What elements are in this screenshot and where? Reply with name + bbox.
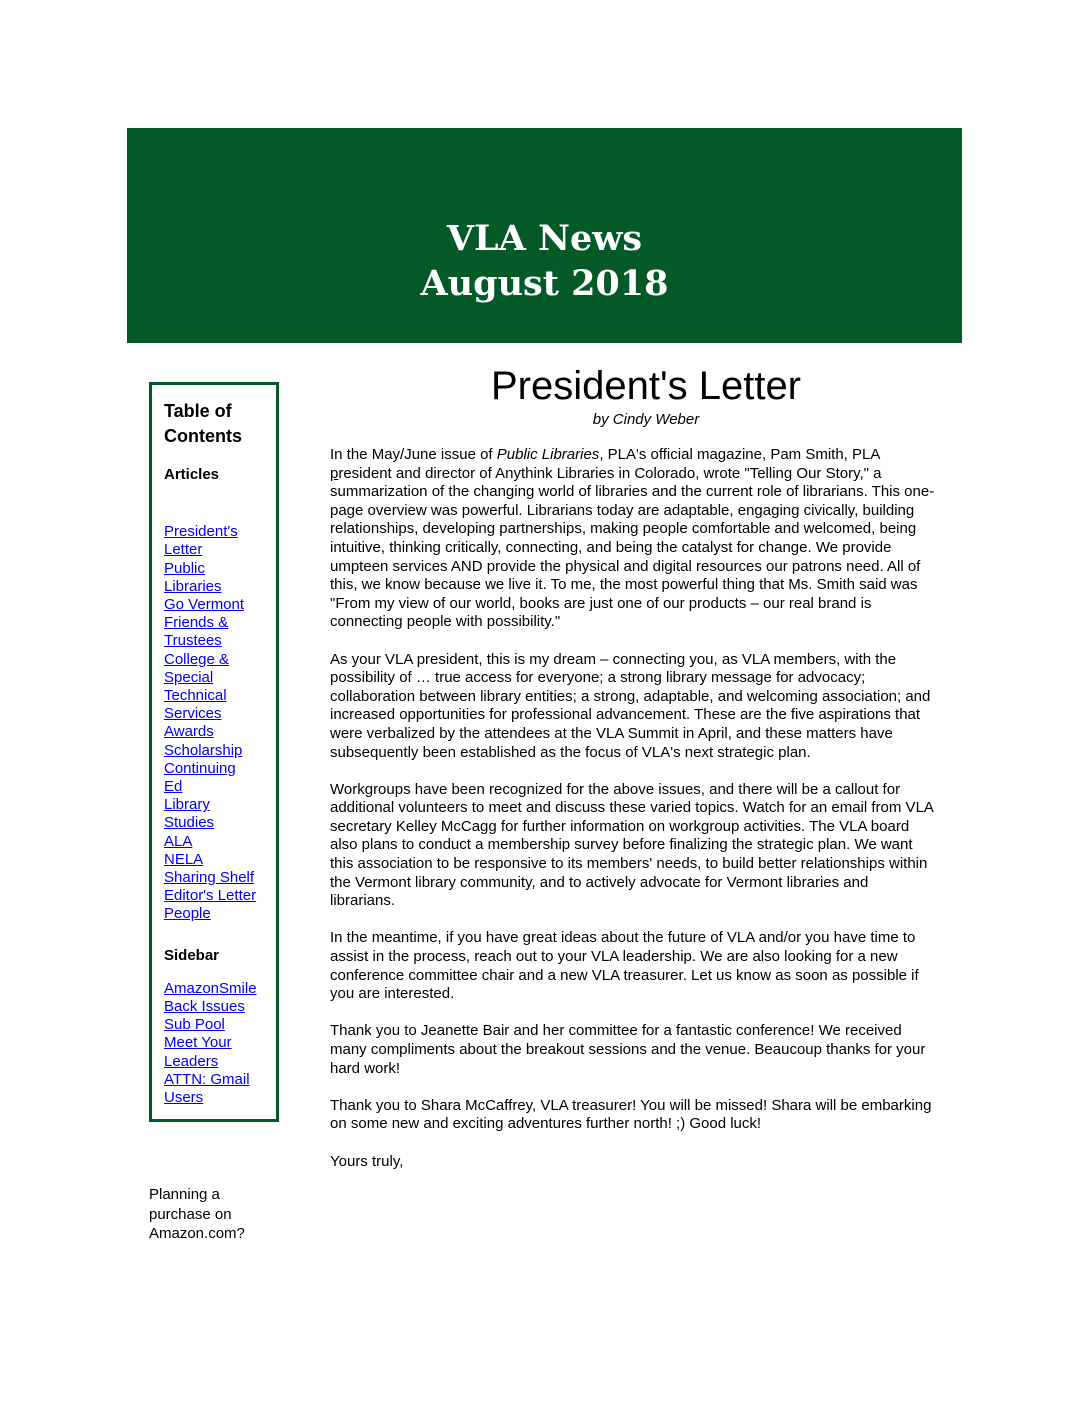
toc-article-links <box>164 523 258 923</box>
article-paragraph: Thank you to Jeanette Bair and her committee for a fantastic conference! We received many compliments about the breakout sessions and the venue. Beaucoup thanks for your hard work! <box>330 1022 926 1077</box>
amazon-note: Planning a purchase on Amazon.com? <box>149 1186 245 1243</box>
toc-heading-sidebar: Sidebar <box>164 946 220 964</box>
article-title: President's Letter <box>490 364 802 408</box>
table-of-contents-box <box>149 382 279 1122</box>
article-paragraph: In the meantime, if you have great ideas about the future of VLA and/or you have time to assist in the process, reach out to your VLA leadership. We are also looking for a new conference committee chair and a new VLA treasurer. Let us know as soon as possible if you are interested. <box>330 929 919 1003</box>
paragraph-text: , PLA's official magazine, Pam Smith, PLA <box>599 446 880 463</box>
paragraph-text: In the May/June issue of <box>330 446 497 463</box>
toc-link[interactable]: Library Studies <box>164 796 215 832</box>
toc-link[interactable]: People <box>164 905 211 923</box>
article-paragraph <box>330 446 936 632</box>
toc-link[interactable]: Editor's Letter <box>164 887 257 905</box>
toc-link[interactable]: Awards <box>164 723 214 741</box>
magazine-title: Public Libraries <box>496 446 600 463</box>
toc-link[interactable]: College & Special <box>164 650 230 686</box>
toc-link[interactable]: Continuing Ed <box>164 759 236 796</box>
toc-link[interactable]: Sharing Shelf <box>164 869 255 887</box>
newsletter-banner <box>127 128 962 343</box>
toc-link[interactable]: NELA <box>164 850 204 868</box>
article-paragraph: Thank you to Shara McCaffrey, VLA treasurer! You will be missed! Shara will be embarking on some new and exciting adventures further north! ;) Good luck! <box>330 1096 932 1133</box>
article-paragraph: Yours truly, <box>330 1152 404 1170</box>
toc-link[interactable]: Meet Your Leaders <box>164 1034 232 1070</box>
article-byline: by Cindy Weber <box>592 411 700 428</box>
toc-link[interactable]: ALA <box>164 832 193 850</box>
underlined-letter: p <box>330 464 339 482</box>
article-paragraphs <box>330 651 936 1172</box>
toc-title: Table of Contents <box>164 401 242 446</box>
toc-link[interactable]: Public Libraries <box>164 559 222 595</box>
toc-link[interactable]: Technical Services <box>164 687 227 723</box>
toc-link[interactable]: Friends & Trustees <box>164 614 229 650</box>
main-column <box>330 343 962 1190</box>
left-column <box>127 343 330 1244</box>
toc-link[interactable]: Back Issues <box>164 998 245 1016</box>
toc-link[interactable]: Scholarship <box>164 741 243 759</box>
banner-title-line2: August 2018 <box>420 263 669 304</box>
article-body <box>330 446 936 1171</box>
toc-sidebar-links <box>164 980 258 1107</box>
toc-link[interactable]: Sub Pool <box>164 1016 225 1034</box>
article-paragraph: Workgroups have been recognized for the above issues, and there will be a callout for additional volunteers to meet and discuss these varied topics. Watch for an email from VLA secretary Kelley McCagg for further information on workgroup activities. The VLA board also plans to conduct a membership survey before finalizing the strategic plan. We want this association to be responsive to its members' needs, to build better relationships within the Vermont library community, and to actively advocate for Vermont libraries and librarians. <box>330 780 934 910</box>
content-area <box>127 343 962 1244</box>
toc-link[interactable]: Go Vermont <box>164 596 245 614</box>
banner-title-line1: VLA News <box>446 218 643 259</box>
toc-heading-articles: Articles <box>164 466 220 483</box>
paragraph-text: resident and director of Anythink Libraries in Colorado, wrote "Telling Our Story," a summarization of the changing world of libraries and the current role of librarians. This one-page overview was powerful. Librarians today are adaptable, engaging civically, building relationships, developing partnerships, making people comfortable and welcomed, being intuitive, thinking critically, connecting, and being the catalyst for change. We provide umpteen services AND provide the physical and digital resources our patrons need. All of this, we know because we live it. To me, the most powerful thing that Ms. Smith said was "From my view of our world, books are just one of our products – our real brand is connecting people with possibility." <box>330 464 935 631</box>
article-paragraph: As your VLA president, this is my dream – connecting you, as VLA members, with the possibility of … true access for everyone; a strong library message for advocacy; collaboration between library entities; a strong, adaptable, and welcoming association; and increased opportunities for professional advancement. These are the five aspirations that were verbalized by the attendees at the VLA Summit in April, and these matters have subsequently been established as the focus of VLA's next strategic plan. <box>330 650 931 761</box>
toc-link[interactable]: ATTN: Gmail Users <box>164 1070 250 1107</box>
toc-link[interactable]: AmazonSmile <box>164 979 257 997</box>
toc-link[interactable]: President's Letter <box>164 523 238 559</box>
